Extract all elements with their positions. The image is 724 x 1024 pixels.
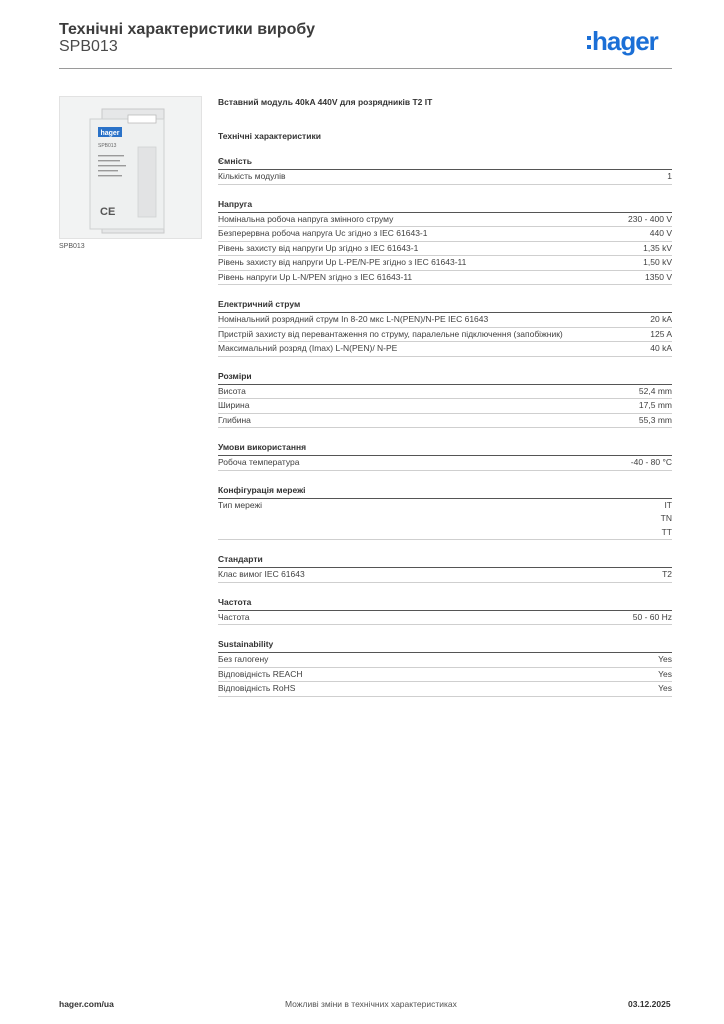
spec-value: Yes: [658, 654, 672, 664]
spec-value: 52,4 mm: [638, 385, 672, 396]
spec-label: Рівень захисту від напруги Up згідно з IEC 61643-1: [218, 242, 419, 253]
spec-row: [218, 499, 672, 541]
spec-label: Пристрій захисту від перевантаження по струму, паралельне підключення (запобіжник): [218, 328, 563, 339]
spec-label: Без галогену: [218, 654, 269, 664]
section-title: Технічні характеристики: [218, 131, 321, 141]
spec-value: 1350 V: [645, 271, 672, 282]
spec-value-item: IT: [664, 499, 672, 510]
spec-row: [218, 682, 672, 697]
spec-value: 50 - 60 Hz: [632, 611, 672, 622]
spec-label: Тип мережі: [218, 499, 263, 510]
group-title: Sustainability: [218, 638, 672, 653]
footer-website[interactable]: hager.com/ua: [59, 999, 114, 1009]
surge-module-illustration: [60, 97, 201, 238]
spec-value: T2: [662, 569, 672, 579]
group-title: Умови використання: [218, 441, 672, 456]
spec-value: 440 V: [649, 228, 672, 238]
footer-note: Можливі зміни в технічних характеристиках: [285, 999, 457, 1009]
spec-value: Yes: [658, 668, 672, 679]
spec-value-item: TT: [661, 526, 672, 537]
hager-logo: hager: [592, 26, 658, 56]
spec-row: [218, 213, 672, 228]
spec-label: Рівень напруги Up L-N/PEN згідно з IEC 61643-11: [218, 271, 413, 282]
group-title: Розміри: [218, 370, 672, 385]
spec-label: Номінальний розрядний струм In 8-20 мкс L-N(PEN)/N-PE IEC 61643: [218, 314, 489, 324]
module-logo-text: hager: [100, 130, 120, 137]
spec-value: [661, 499, 672, 540]
spec-value: Yes: [658, 683, 672, 693]
spec-value: 125 A: [650, 328, 672, 339]
spec-label: Кількість модулів: [218, 171, 286, 181]
group-title: Напруга: [218, 198, 672, 213]
spec-row: [218, 568, 672, 583]
page-title: Технічні характеристики виробу: [59, 21, 315, 38]
spec-row: [218, 653, 672, 668]
spec-label: Відповідність RoHS: [218, 683, 296, 693]
spec-label: Робоча температура: [218, 457, 300, 467]
spec-row: [218, 385, 672, 400]
group-title: Конфігурація мережі: [218, 484, 672, 499]
footer-date: 03.12.2025: [628, 999, 671, 1009]
spec-row: [218, 414, 672, 429]
spec-label: Відповідність REACH: [218, 668, 303, 679]
spec-row: [218, 342, 672, 357]
spec-row: [218, 271, 672, 286]
spec-label: Частота: [218, 611, 250, 622]
hager-logo-mark: [587, 36, 591, 50]
spec-row: [218, 170, 672, 185]
product-image: [59, 96, 202, 239]
spec-label: Рівень захисту від напруги Up L-PE/N-PE згідно з IEC 61643-11: [218, 257, 467, 267]
spec-label: Номінальна робоча напруга змінного струму: [218, 213, 394, 224]
spec-value: 1,35 kV: [643, 242, 672, 253]
spec-value: 40 kA: [650, 343, 672, 353]
spec-row: [218, 399, 672, 414]
spec-row: [218, 611, 672, 626]
spec-label: Ширина: [218, 400, 250, 410]
spec-value: 17,5 mm: [638, 400, 672, 410]
spec-row: [218, 456, 672, 471]
specifications: [218, 96, 672, 697]
spec-label: Висота: [218, 385, 246, 396]
group-title: Стандарти: [218, 553, 672, 568]
product-code: SPB013: [59, 38, 118, 55]
spec-row: [218, 313, 672, 328]
spec-row: [218, 668, 672, 683]
spec-label: Глибина: [218, 414, 251, 425]
spec-row: [218, 328, 672, 343]
header-divider: [59, 68, 672, 69]
spec-label: Максимальний розряд (Imax) L-N(PEN)/ N-PE: [218, 343, 398, 353]
group-title: Ємність: [218, 155, 672, 170]
spec-groups: [218, 155, 672, 697]
module-model-text: SPB013: [98, 143, 117, 149]
group-title: Частота: [218, 596, 672, 611]
spec-value: -40 - 80 °C: [630, 457, 672, 467]
spec-row: [218, 242, 672, 257]
spec-value: 55,3 mm: [638, 414, 672, 425]
svg-text:CE: CE: [100, 206, 116, 218]
spec-value: 20 kA: [650, 314, 672, 324]
spec-value: 230 - 400 V: [628, 213, 672, 224]
spec-row: [218, 227, 672, 242]
spec-label: Клас вимог IEC 61643: [218, 569, 305, 579]
spec-value: 1,50 kV: [643, 257, 672, 267]
spec-row: [218, 256, 672, 271]
product-image-caption: SPB013: [59, 243, 85, 250]
spec-label: Безперервна робоча напруга Uc згідно з IEC 61643-1: [218, 228, 428, 238]
spec-value: 1: [667, 171, 672, 181]
group-title: Електричний струм: [218, 298, 672, 313]
product-name: Вставний модуль 40kA 440V для розрядників Т2 IT: [218, 97, 433, 107]
spec-value-item: TN: [660, 513, 672, 523]
